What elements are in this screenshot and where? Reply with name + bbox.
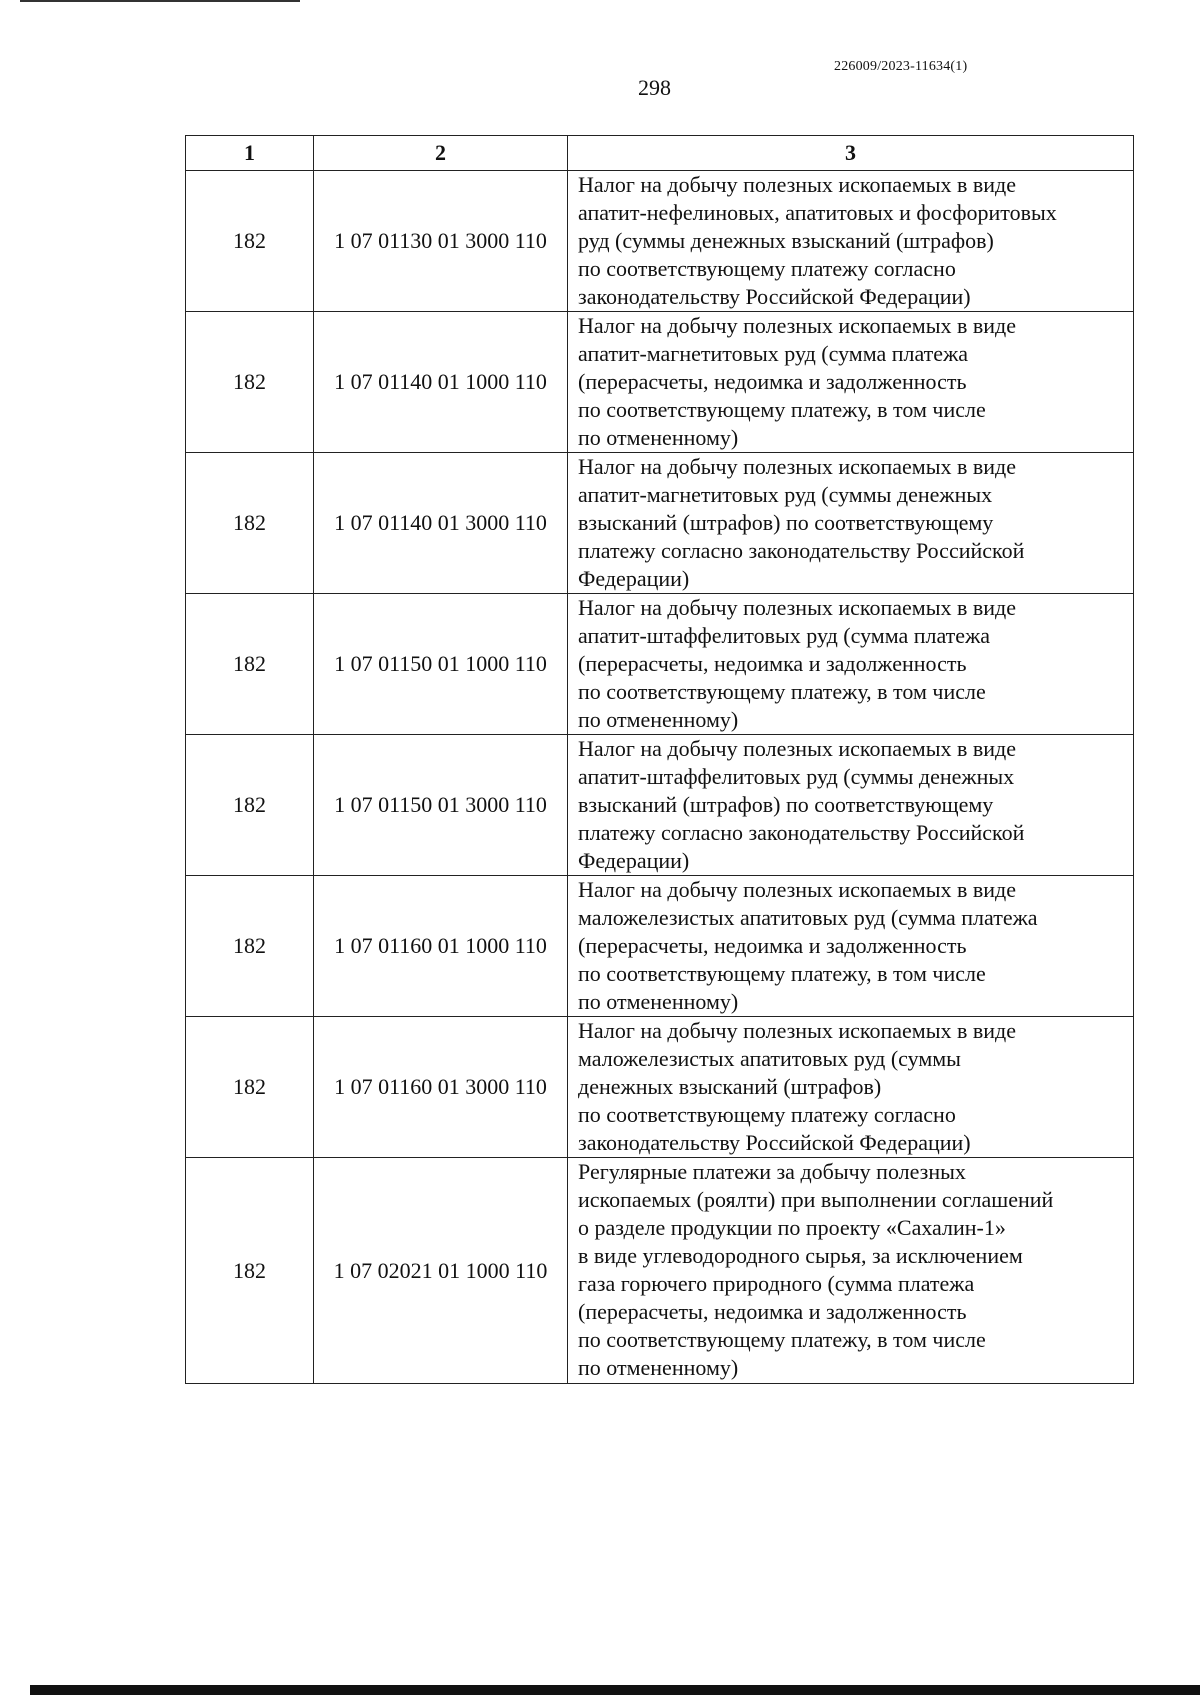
kbk-code-cell: 1 07 01140 01 1000 110 <box>314 312 568 453</box>
table-row <box>186 171 1134 312</box>
column-header-3: 3 <box>568 136 1134 171</box>
admin-code-cell: 182 <box>186 735 314 876</box>
description-line: по соответствующему платежу, в том числе <box>578 1327 986 1352</box>
description-line: Налог на добычу полезных ископаемых в виде <box>578 595 1016 620</box>
table-row <box>186 1158 1134 1384</box>
description-line: Регулярные платежи за добычу полезных <box>578 1159 966 1184</box>
description-line: маложелезистых апатитовых руд (суммы <box>578 1046 961 1071</box>
description-line: по соответствующему платежу согласно <box>578 256 956 281</box>
admin-code-cell: 182 <box>186 171 314 312</box>
description-line: Налог на добычу полезных ископаемых в виде <box>578 172 1016 197</box>
description-cell <box>568 1017 1134 1158</box>
description-line: апатит-штаффелитовых руд (сумма платежа <box>578 623 991 648</box>
description-line: взысканий (штрафов) по соответствующему <box>578 792 994 817</box>
kbk-code-cell: 1 07 01140 01 3000 110 <box>314 453 568 594</box>
description-line: по соответствующему платежу, в том числе <box>578 397 986 422</box>
description-line: в виде углеводородного сырья, за исключением <box>578 1243 1023 1268</box>
scan-edge-top <box>20 0 300 2</box>
table-row <box>186 594 1134 735</box>
description-line: (перерасчеты, недоимка и задолженность <box>578 933 967 958</box>
description-cell <box>568 735 1134 876</box>
description-line: Федерации) <box>578 848 690 873</box>
admin-code-cell: 182 <box>186 594 314 735</box>
admin-code-cell: 182 <box>186 1017 314 1158</box>
admin-code-cell: 182 <box>186 876 314 1017</box>
kbk-code-cell: 1 07 01160 01 3000 110 <box>314 1017 568 1158</box>
description-line: законодательству Российской Федерации) <box>578 1130 971 1155</box>
column-header-2: 2 <box>314 136 568 171</box>
description-line: апатит-магнетитовых руд (суммы денежных <box>578 482 993 507</box>
description-line: платежу согласно законодательству Российской <box>578 538 1025 563</box>
description-line: газа горючего природного (сумма платежа <box>578 1271 975 1296</box>
description-line: взысканий (штрафов) по соответствующему <box>578 510 994 535</box>
description-line: Налог на добычу полезных ископаемых в виде <box>578 313 1016 338</box>
kbk-code-cell: 1 07 01150 01 3000 110 <box>314 735 568 876</box>
table-row <box>186 1017 1134 1158</box>
kbk-code-cell: 1 07 02021 01 1000 110 <box>314 1158 568 1384</box>
kbk-code-cell: 1 07 01130 01 3000 110 <box>314 171 568 312</box>
description-line: руд (суммы денежных взысканий (штрафов) <box>578 228 994 253</box>
description-line: Налог на добычу полезных ископаемых в виде <box>578 736 1016 761</box>
description-line: по отмененному) <box>578 1355 739 1380</box>
description-line: Федерации) <box>578 566 690 591</box>
description-cell <box>568 312 1134 453</box>
admin-code-cell: 182 <box>186 453 314 594</box>
kbk-code-cell: 1 07 01160 01 1000 110 <box>314 876 568 1017</box>
description-line: по отмененному) <box>578 989 739 1014</box>
table-row <box>186 735 1134 876</box>
description-line: платежу согласно законодательству Российской <box>578 820 1025 845</box>
description-line: (перерасчеты, недоимка и задолженность <box>578 651 967 676</box>
description-line: по отмененному) <box>578 425 739 450</box>
description-line: Налог на добычу полезных ископаемых в виде <box>578 877 1016 902</box>
description-cell <box>568 1158 1134 1384</box>
description-cell <box>568 453 1134 594</box>
document-number: 226009/2023-11634(1) <box>834 59 968 74</box>
description-line: апатит-нефелиновых, апатитовых и фосфоритовых <box>578 200 1057 225</box>
description-line: Налог на добычу полезных ископаемых в виде <box>578 454 1016 479</box>
table-row <box>186 453 1134 594</box>
description-line: по соответствующему платежу, в том числе <box>578 679 986 704</box>
description-line: маложелезистых апатитовых руд (сумма платежа <box>578 905 1038 930</box>
table-row <box>186 876 1134 1017</box>
description-cell <box>568 171 1134 312</box>
description-line: по соответствующему платежу согласно <box>578 1102 956 1127</box>
description-line: по соответствующему платежу, в том числе <box>578 961 986 986</box>
description-line: по отмененному) <box>578 707 739 732</box>
description-line: Налог на добычу полезных ископаемых в виде <box>578 1018 1016 1043</box>
table-header-row <box>186 136 1134 171</box>
kbk-code-cell: 1 07 01150 01 1000 110 <box>314 594 568 735</box>
description-line: апатит-штаффелитовых руд (суммы денежных <box>578 764 1015 789</box>
admin-code-cell: 182 <box>186 1158 314 1384</box>
description-cell <box>568 876 1134 1017</box>
description-line: денежных взысканий (штрафов) <box>578 1074 882 1099</box>
table-row <box>186 312 1134 453</box>
description-line: законодательству Российской Федерации) <box>578 284 971 309</box>
admin-code-cell: 182 <box>186 312 314 453</box>
scan-edge-bottom <box>30 1685 1200 1695</box>
description-line: (перерасчеты, недоимка и задолженность <box>578 369 967 394</box>
description-cell <box>568 594 1134 735</box>
page-number: 298 <box>638 75 671 100</box>
description-line: ископаемых (роялти) при выполнении соглашений <box>578 1187 1054 1212</box>
description-line: апатит-магнетитовых руд (сумма платежа <box>578 341 969 366</box>
description-line: (перерасчеты, недоимка и задолженность <box>578 1299 967 1324</box>
description-line: о разделе продукции по проекту «Сахалин-1» <box>578 1215 1006 1240</box>
budget-classification-table <box>185 135 1134 1384</box>
column-header-1: 1 <box>186 136 314 171</box>
